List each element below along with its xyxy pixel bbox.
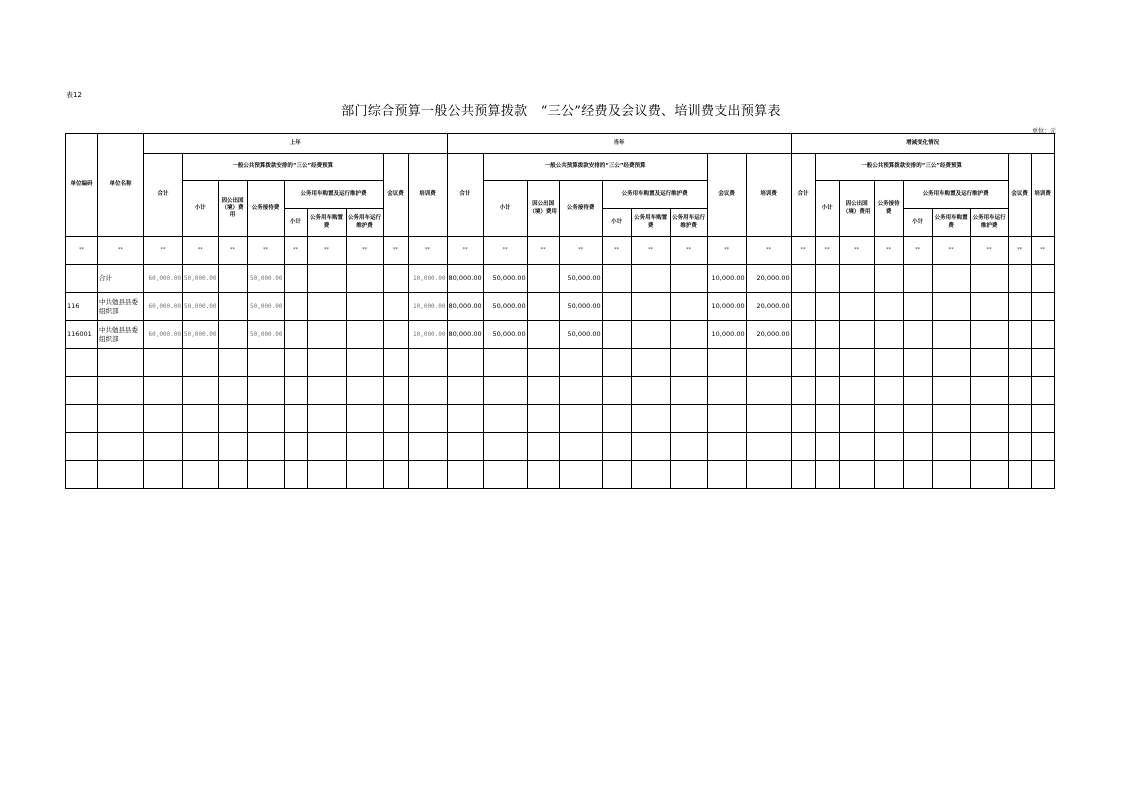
header-change-vehicle-purchase: 公务用车购置费 <box>932 209 970 237</box>
index-cell: ** <box>1031 237 1054 265</box>
index-cell: ** <box>602 237 631 265</box>
header-change-sangong: 一般公共预算拨款安排的“三公”经费预算 <box>815 154 1008 181</box>
header-change: 增减变化情况 <box>791 134 1054 154</box>
header-prev-reception: 公务接待费 <box>247 181 284 237</box>
index-cell: ** <box>447 237 483 265</box>
header-prev-vehicle-subtotal: 小计 <box>284 209 307 237</box>
header-change-vehicle-operation: 公务用车运行维护费 <box>970 209 1008 237</box>
header-change-meeting: 会议费 <box>1008 154 1031 237</box>
prev-reception-cell: 50,000.00 <box>247 293 284 321</box>
curr-reception-cell: 50,000.00 <box>559 265 602 293</box>
header-prev-year: 上年 <box>144 134 448 154</box>
header-prev-abroad: 因公出国（境）费用 <box>218 181 247 237</box>
index-cell: ** <box>183 237 219 265</box>
curr-reception-cell: 50,000.00 <box>559 293 602 321</box>
index-cell: ** <box>559 237 602 265</box>
header-change-total: 合计 <box>791 154 815 237</box>
index-cell: ** <box>98 237 144 265</box>
prev-reception-cell: 50,000.00 <box>247 265 284 293</box>
curr-total-cell: 80,000.00 <box>447 293 483 321</box>
header-change-vehicle-subtotal: 小计 <box>903 209 932 237</box>
curr-meeting-cell: 10,000.00 <box>707 265 746 293</box>
header-curr-reception: 公务接待费 <box>559 181 602 237</box>
index-cell: ** <box>144 237 183 265</box>
index-cell: ** <box>408 237 447 265</box>
index-cell: ** <box>970 237 1008 265</box>
index-cell: ** <box>932 237 970 265</box>
prev-total-cell: 60,000.00 <box>144 321 183 349</box>
table-row <box>66 293 1055 321</box>
header-curr-sangong: 一般公共预算拨款安排的“三公”经费预算 <box>483 154 707 181</box>
header-curr-training: 培训费 <box>746 154 791 237</box>
header-prev-vehicle-operation: 公务用车运行维护费 <box>346 209 383 237</box>
index-row <box>66 237 1055 265</box>
header-change-training: 培训费 <box>1031 154 1054 237</box>
index-cell: ** <box>1008 237 1031 265</box>
header-change-abroad: 因公出国（境）费用 <box>839 181 874 237</box>
header-curr-abroad: 因公出国（境）费用 <box>527 181 559 237</box>
unit-name-cell: 合计 <box>98 265 144 293</box>
index-cell: ** <box>346 237 383 265</box>
index-cell: ** <box>307 237 346 265</box>
empty-row <box>66 433 1055 461</box>
prev-total-cell: 60,000.00 <box>144 265 183 293</box>
page-title: 部门综合预算一般公共预算拨款 “三公”经费及会议费、培训费支出预算表 <box>341 104 781 119</box>
prev-total-cell: 60,000.00 <box>144 293 183 321</box>
prev-subtotal-cell: 50,000.00 <box>183 293 219 321</box>
curr-subtotal-cell: 50,000.00 <box>483 265 527 293</box>
index-cell: ** <box>483 237 527 265</box>
header-prev-total: 合计 <box>144 154 183 237</box>
curr-training-cell: 20,000.00 <box>746 293 791 321</box>
header-change-vehicle: 公务用车购置及运行维护费 <box>903 181 1008 209</box>
header-change-reception: 公务接待费 <box>874 181 903 237</box>
prev-subtotal-cell: 50,000.00 <box>183 265 219 293</box>
curr-subtotal-cell: 50,000.00 <box>483 321 527 349</box>
table-row <box>66 321 1055 349</box>
index-cell: ** <box>247 237 284 265</box>
header-prev-vehicle-purchase: 公务用车购置费 <box>307 209 346 237</box>
table-row <box>66 265 1055 293</box>
header-curr-vehicle: 公务用车购置及运行维护费 <box>602 181 707 209</box>
index-cell: ** <box>903 237 932 265</box>
curr-meeting-cell: 10,000.00 <box>707 321 746 349</box>
empty-row <box>66 461 1055 489</box>
index-cell: ** <box>631 237 670 265</box>
unit-name-cell: 中共勉县县委组织部 <box>98 321 144 349</box>
prev-training-cell: 10,000.00 <box>408 321 447 349</box>
prev-training-cell: 10,000.00 <box>408 265 447 293</box>
index-cell: ** <box>815 237 839 265</box>
header-curr-vehicle-operation: 公务用车运行维护费 <box>670 209 707 237</box>
header-unit-name: 单位名称 <box>98 134 144 237</box>
budget-table <box>65 133 1055 489</box>
index-cell: ** <box>746 237 791 265</box>
index-cell: ** <box>874 237 903 265</box>
header-curr-subtotal: 小计 <box>483 181 527 237</box>
unit-label: 单位：元 <box>1031 128 1056 135</box>
curr-total-cell: 80,000.00 <box>447 321 483 349</box>
index-cell: ** <box>383 237 408 265</box>
header-curr-meeting: 会议费 <box>707 154 746 237</box>
index-cell: ** <box>791 237 815 265</box>
index-cell: ** <box>527 237 559 265</box>
header-prev-training: 培训费 <box>408 154 447 237</box>
header-prev-sangong: 一般公共预算拨款安排的“三公”经费预算 <box>183 154 384 181</box>
header-change-subtotal: 小计 <box>815 181 839 237</box>
header-curr-vehicle-purchase: 公务用车购置费 <box>631 209 670 237</box>
table-number: 表12 <box>66 91 82 99</box>
curr-total-cell: 80,000.00 <box>447 265 483 293</box>
index-cell: ** <box>66 237 98 265</box>
header-prev-subtotal: 小计 <box>183 181 219 237</box>
header-prev-meeting: 会议费 <box>383 154 408 237</box>
index-cell: ** <box>284 237 307 265</box>
curr-meeting-cell: 10,000.00 <box>707 293 746 321</box>
curr-training-cell: 20,000.00 <box>746 265 791 293</box>
unit-name-cell: 中共勉县县委组织部 <box>98 293 144 321</box>
header-prev-vehicle: 公务用车购置及运行维护费 <box>284 181 383 209</box>
index-cell: ** <box>839 237 874 265</box>
header-curr-total: 合计 <box>447 154 483 237</box>
header-curr-vehicle-subtotal: 小计 <box>602 209 631 237</box>
index-cell: ** <box>707 237 746 265</box>
prev-training-cell: 10,000.00 <box>408 293 447 321</box>
index-cell: ** <box>218 237 247 265</box>
curr-training-cell: 20,000.00 <box>746 321 791 349</box>
unit-code-cell: 116001 <box>66 321 98 349</box>
empty-row <box>66 405 1055 433</box>
curr-reception-cell: 50,000.00 <box>559 321 602 349</box>
curr-subtotal-cell: 50,000.00 <box>483 293 527 321</box>
header-unit-code: 单位编码 <box>66 134 98 237</box>
unit-code-cell <box>66 265 98 293</box>
prev-reception-cell: 50,000.00 <box>247 321 284 349</box>
empty-row <box>66 349 1055 377</box>
index-cell: ** <box>670 237 707 265</box>
unit-code-cell: 116 <box>66 293 98 321</box>
empty-row <box>66 377 1055 405</box>
header-curr-year: 当年 <box>447 134 791 154</box>
prev-subtotal-cell: 50,000.00 <box>183 321 219 349</box>
